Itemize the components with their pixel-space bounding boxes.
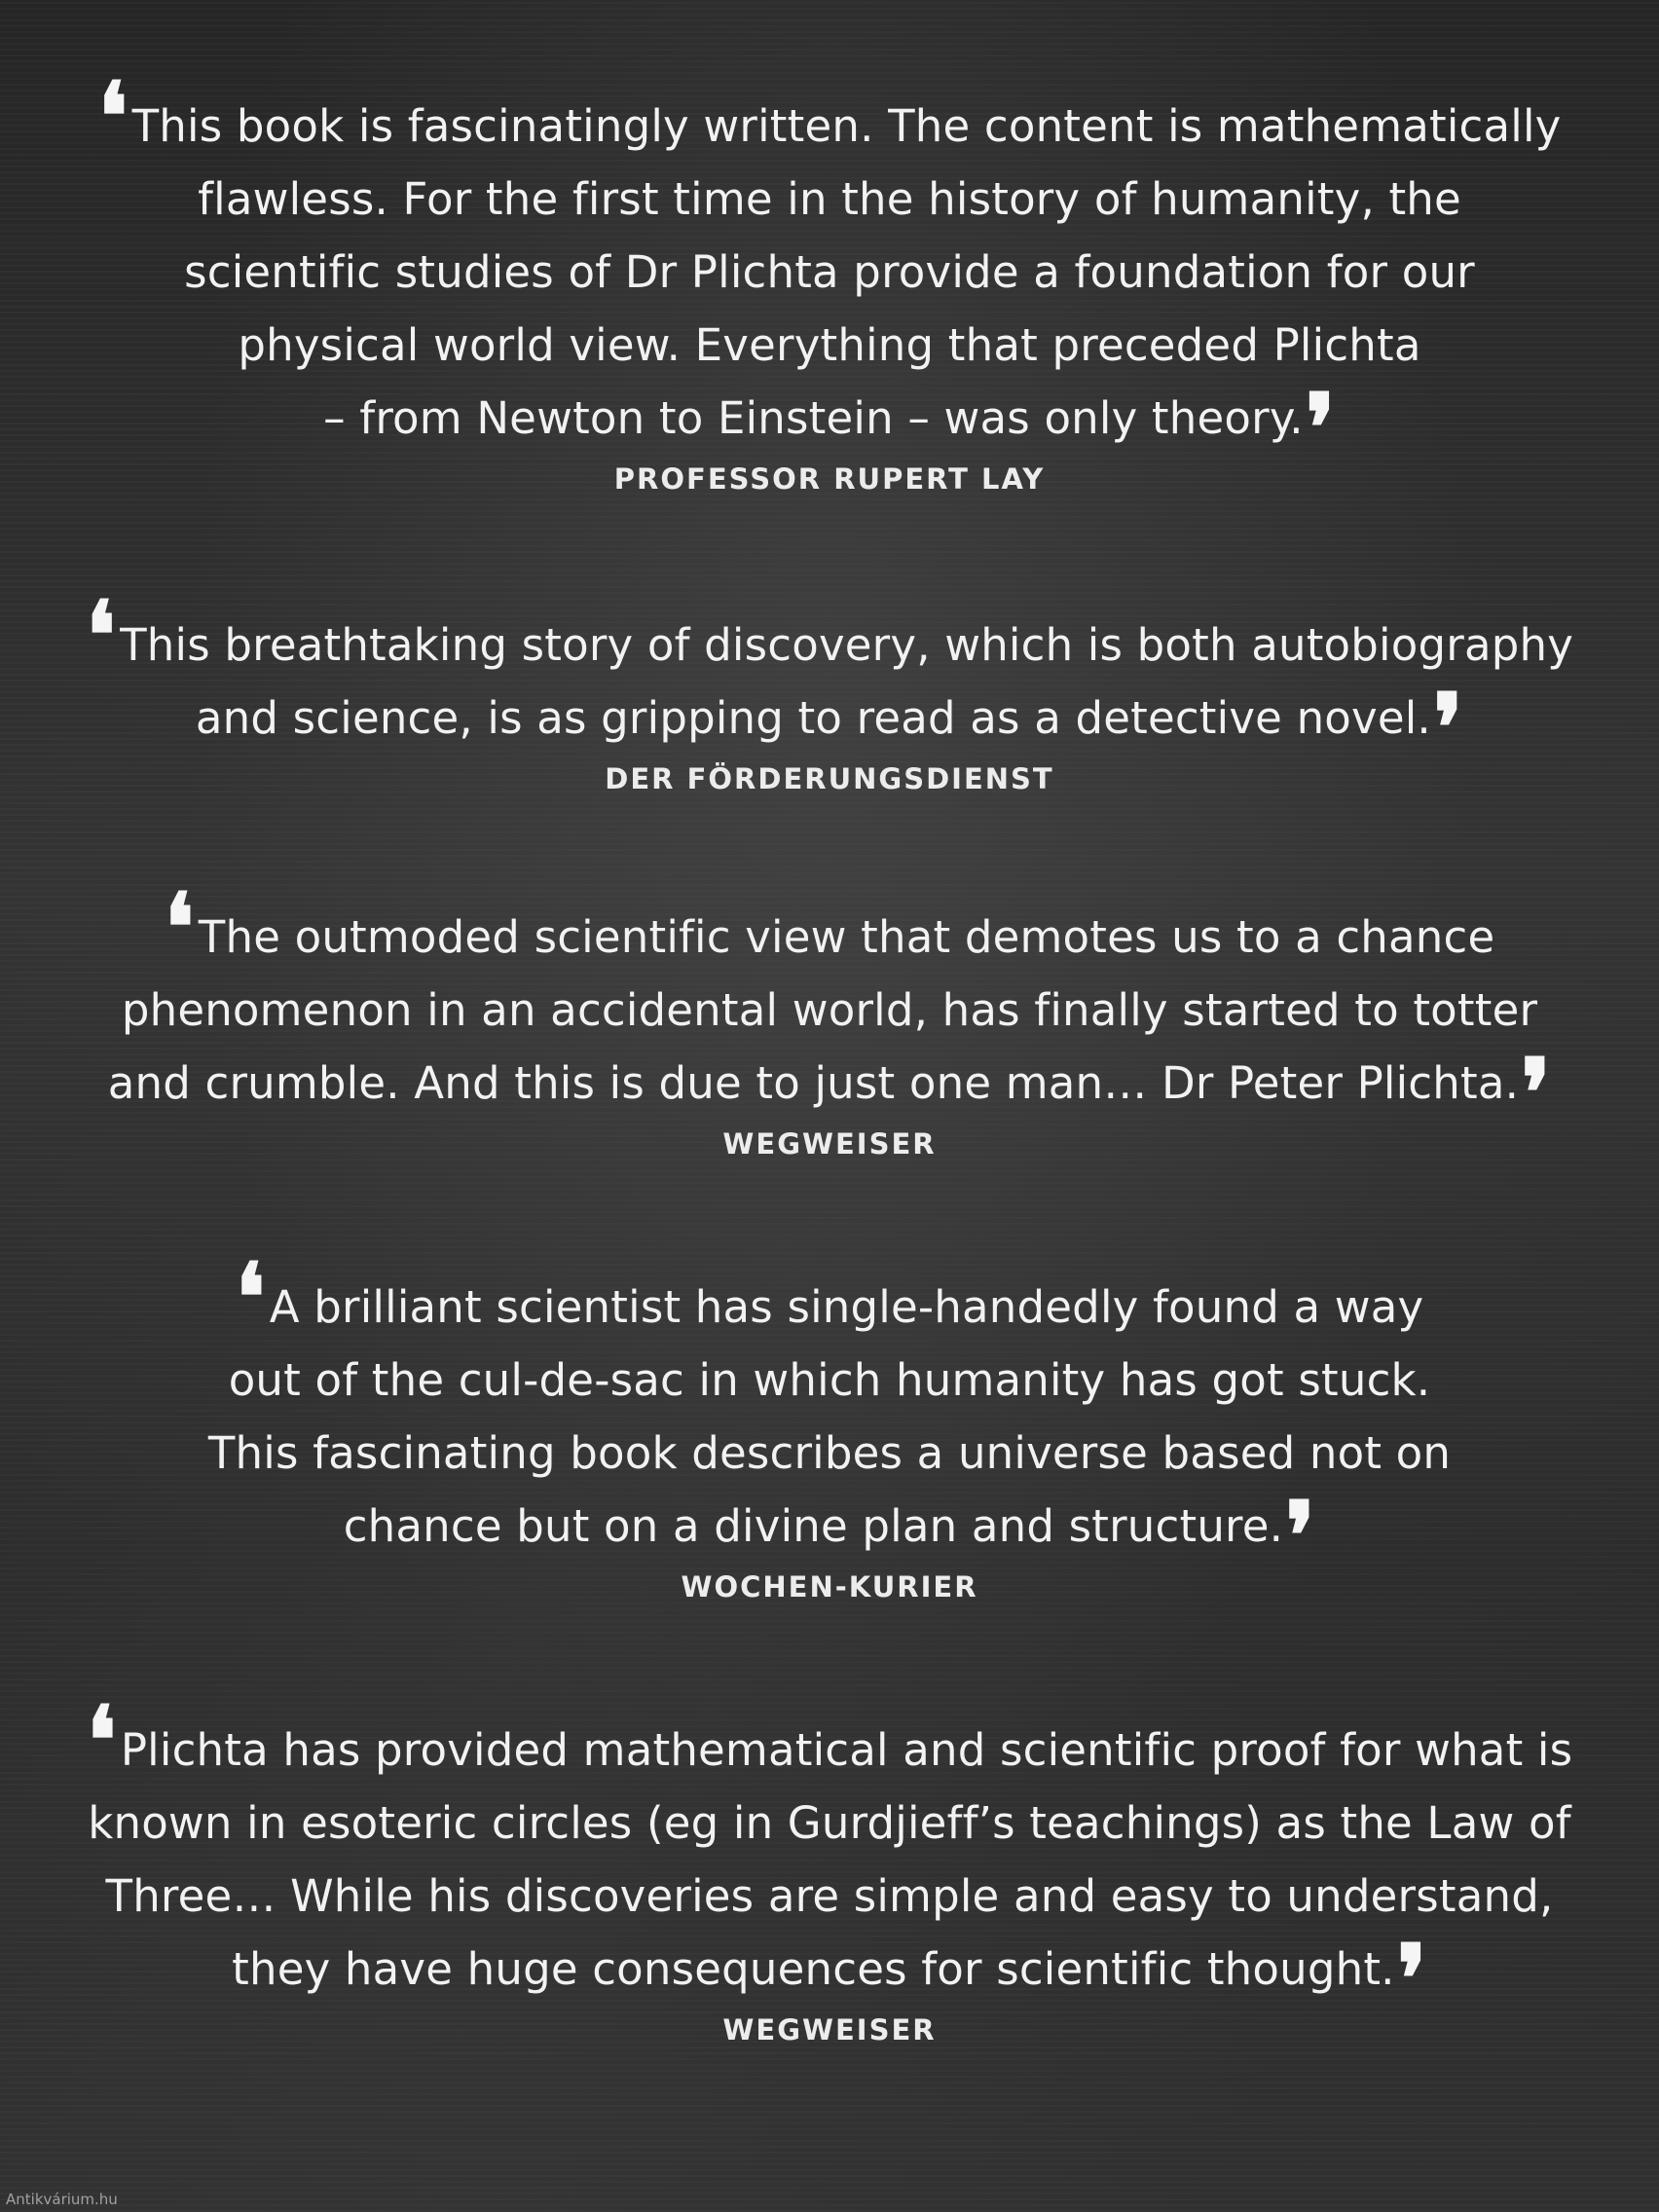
review-3-line-1: The outmoded scientific view that demotes us to a chance bbox=[198, 911, 1495, 963]
review-1-line-2: flawless. For the first time in the history of humanity, the bbox=[198, 173, 1461, 225]
review-5-source: WEGWEISER bbox=[722, 2013, 937, 2046]
review-4-source: WOCHEN-KURIER bbox=[681, 1570, 978, 1604]
review-3-line-2: phenomenon in an accidental world, has finally started to totter bbox=[121, 984, 1538, 1036]
review-1-source: PROFESSOR RUPERT LAY bbox=[613, 462, 1046, 496]
review-5-line-3: Three… While his discoveries are simple and easy to understand, bbox=[105, 1870, 1554, 1922]
open-quote-icon: ❛ bbox=[85, 580, 117, 690]
open-quote-icon: ❛ bbox=[235, 1242, 266, 1352]
review-4-line-2: out of the cul-de-sac in which humanity has got stuck. bbox=[228, 1354, 1431, 1406]
close-quote-icon: ❜ bbox=[1521, 1038, 1552, 1148]
review-4-line-3: This fascinating book describes a universe based not on bbox=[207, 1427, 1452, 1479]
close-quote-icon: ❜ bbox=[1396, 1924, 1427, 2034]
review-1-line-1: This book is fascinatingly written. The content is mathematically bbox=[131, 100, 1562, 152]
review-quote-2 bbox=[0, 580, 1659, 795]
watermark: Antikvárium.hu bbox=[6, 2191, 118, 2208]
close-quote-icon: ❜ bbox=[1305, 373, 1336, 483]
open-quote-icon: ❛ bbox=[164, 872, 195, 982]
open-quote-icon: ❛ bbox=[86, 1685, 117, 1795]
review-quote-5 bbox=[0, 1685, 1659, 2046]
close-quote-icon: ❜ bbox=[1432, 673, 1464, 783]
review-1-line-4: physical world view. Everything that preceded Plichta bbox=[238, 319, 1421, 371]
review-2-source: DER FÖRDERUNGSDIENST bbox=[605, 762, 1054, 795]
review-1-line-3: scientific studies of Dr Plichta provide a foundation for our bbox=[184, 246, 1475, 298]
review-4-line-1: A brilliant scientist has single-handedly found a way bbox=[269, 1281, 1424, 1333]
review-3-line-3: and crumble. And this is due to just one man… Dr Peter Plichta. bbox=[107, 1057, 1520, 1109]
review-quote-1 bbox=[0, 61, 1659, 496]
review-4-line-4: chance but on a divine plan and structure. bbox=[343, 1500, 1284, 1552]
review-1-line-5: – from Newton to Einstein – was only theory. bbox=[323, 392, 1304, 444]
close-quote-icon: ❜ bbox=[1285, 1481, 1316, 1591]
review-quote-4 bbox=[0, 1242, 1659, 1604]
review-5-line-4: they have huge consequences for scientific thought. bbox=[232, 1943, 1395, 1995]
review-2-line-1: This breathtaking story of discovery, which is both autobiography bbox=[120, 619, 1574, 671]
open-quote-icon: ❛ bbox=[97, 61, 129, 171]
review-quote-3 bbox=[0, 872, 1659, 1161]
review-2-line-2: and science, is as gripping to read as a detective novel. bbox=[195, 692, 1431, 744]
review-3-source: WEGWEISER bbox=[722, 1127, 937, 1161]
review-5-line-2: known in esoteric circles (eg in Gurdjieff’s teachings) as the Law of bbox=[88, 1797, 1571, 1849]
review-5-line-1: Plichta has provided mathematical and scientific proof for what is bbox=[120, 1724, 1573, 1776]
